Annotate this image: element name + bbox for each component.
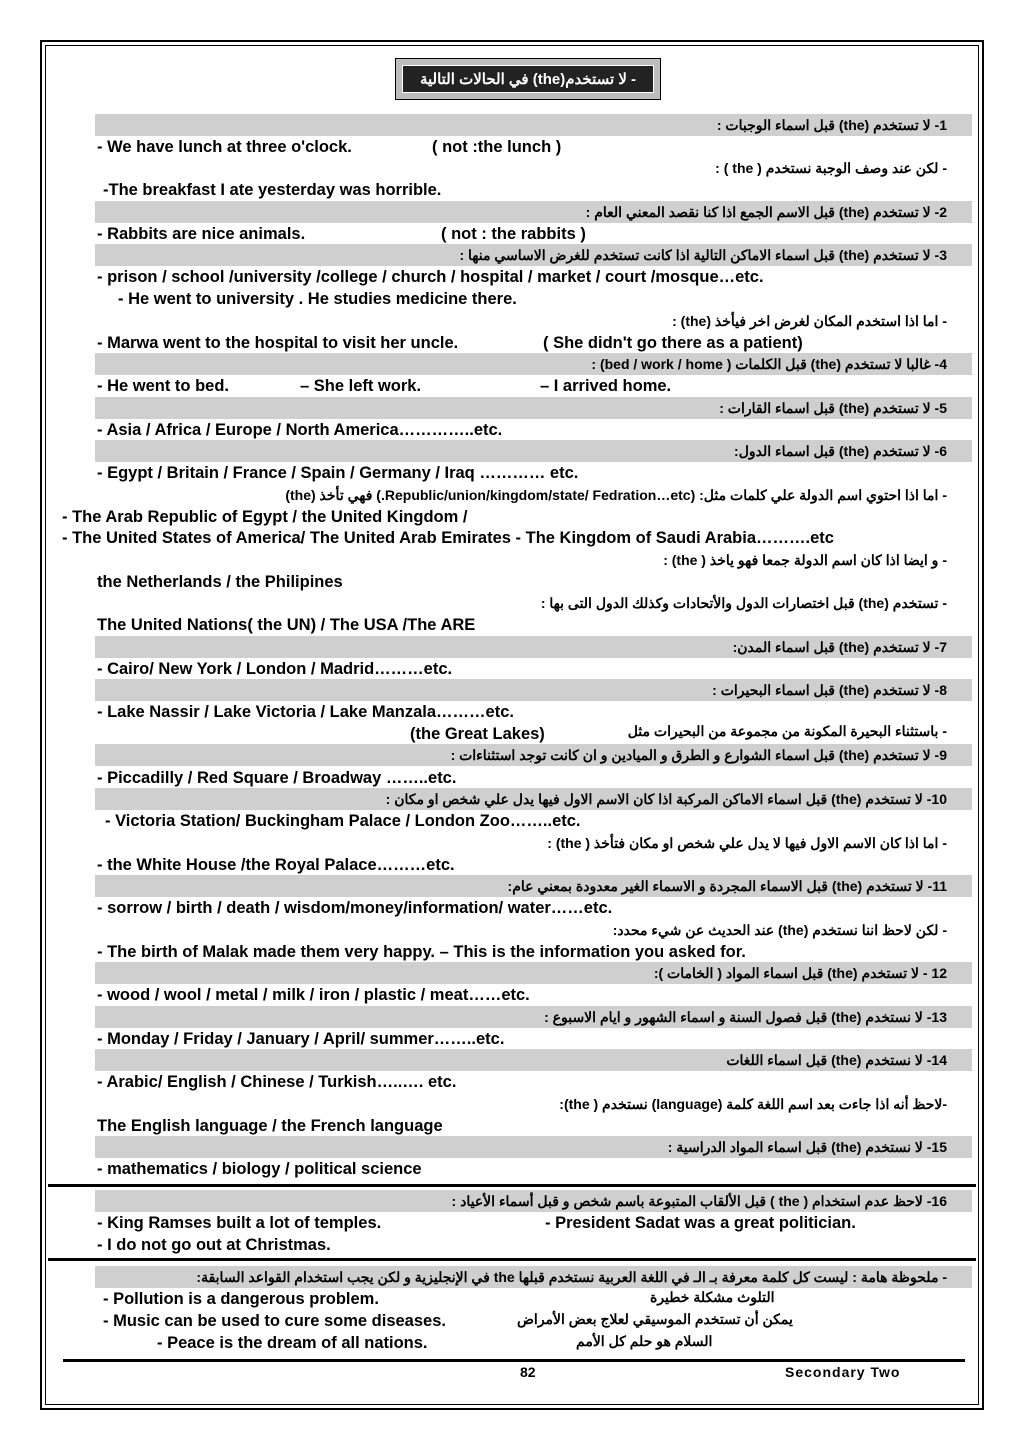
example-text: – I arrived home. bbox=[540, 377, 672, 395]
example-text: - sorrow / birth / death / wisdom/money/information/ water……etc. bbox=[97, 899, 613, 917]
example-text: - Monday / Friday / January / April/ summer……..etc. bbox=[97, 1030, 505, 1048]
rule-heading: 6- لا تستخدم (the) قبل اسماء الدول: bbox=[95, 440, 972, 462]
rule-heading: 14- لا نستخدم (the) قبل اسماء اللغات bbox=[95, 1049, 972, 1071]
rule-heading: 9- لا تستخدم (the) قبل اسماء الشوارع و الطرق و الميادين و ان كانت توجد استثناءات : bbox=[95, 744, 972, 766]
title-box bbox=[395, 58, 661, 100]
example-note: ( She didn't go there as a patient) bbox=[543, 334, 803, 352]
example-text: -The breakfast I ate yesterday was horrible. bbox=[103, 181, 442, 199]
example-text: - Marwa went to the hospital to visit her uncle. bbox=[97, 334, 459, 352]
important-note-heading: - ملحوظة هامة : ليست كل كلمة معرفة بـ الـ في اللغة العربية نستخدم قبلها the في الإنجليزية و لكن يجب استخدام القواعد السابقة: bbox=[95, 1266, 972, 1288]
example-text: - Egypt / Britain / France / Spain / Germany / Iraq ………… etc. bbox=[97, 464, 579, 482]
rule-note: - و ايضا اذا كان اسم الدولة جمعا فهو ياخذ ( the) : bbox=[663, 552, 947, 568]
rule-heading: 15- لا نستخدم (the) قبل اسماء المواد الدراسية : bbox=[95, 1136, 972, 1158]
rule-note: - اما اذا احتوي اسم الدولة علي كلمات مثل: (Republic/union/kingdom/state/ Fedration…etc.) فهي تأخذ (the) bbox=[285, 487, 947, 503]
rule-heading: 11- لا تستخدم (the) قبل الاسماء المجردة و الاسماء الغير معدودة بمعني عام: bbox=[95, 875, 972, 897]
example-text: - mathematics / biology / political science bbox=[97, 1160, 422, 1178]
example-text: - We have lunch at three o'clock. bbox=[97, 138, 352, 156]
rule-note: -لاحظ أنه اذا جاءت بعد اسم اللغة كلمة (language) نستخدم ( the): bbox=[559, 1096, 947, 1112]
rule-heading: 1- لا تستخدم (the) قبل اسماء الوجبات : bbox=[95, 114, 972, 136]
section-divider bbox=[48, 1184, 976, 1187]
rule-heading: 3- لا تستخدم (the) قبل اسماء الاماكن التالية اذا كانت تستخدم للغرض الاساسي منها : bbox=[95, 244, 972, 266]
rule-note: - باستثناء البحيرة المكونة من مجموعة من البحيرات مثل bbox=[627, 723, 947, 739]
example-text: - He went to university . He studies medicine there. bbox=[118, 290, 517, 308]
footer-label: Secondary Two bbox=[785, 1364, 901, 1380]
example-text: the Netherlands / the Philipines bbox=[97, 573, 343, 591]
rule-heading: 13- لا نستخدم (the) قبل فصول السنة و اسماء الشهور و ايام الاسبوع : bbox=[95, 1006, 972, 1028]
example-text: The English language / the French language bbox=[97, 1117, 443, 1135]
example-note: ( not : the rabbits ) bbox=[441, 225, 586, 243]
rule-note: - اما اذا استخدم المكان لغرض اخر فيأخذ (the) : bbox=[672, 313, 947, 329]
example-translation: يمكن أن تستخدم الموسيقي لعلاج بعض الأمراض bbox=[517, 1311, 793, 1327]
example-text: - Peace is the dream of all nations. bbox=[157, 1334, 428, 1352]
example-text: - King Ramses built a lot of temples. bbox=[97, 1214, 382, 1232]
example-translation: التلوث مشكلة خطيرة bbox=[650, 1289, 775, 1305]
footer-rule bbox=[63, 1359, 965, 1362]
rule-heading: 7- لا تستخدم (the) قبل اسماء المدن: bbox=[95, 636, 972, 658]
rule-note: - تستخدم (the) قبل اختصارات الدول والأتحادات وكذلك الدول التى بها : bbox=[540, 595, 947, 611]
example-text: The United Nations( the UN) / The USA /The ARE bbox=[97, 616, 476, 634]
example-text: - Arabic/ English / Chinese / Turkish…..…. etc. bbox=[97, 1073, 457, 1091]
example-text: – She left work. bbox=[300, 377, 422, 395]
rule-note: - لكن لاحظ اننا نستخدم (the) عند الحديث عن شيء محدد: bbox=[612, 922, 947, 938]
example-text: - Music can be used to cure some diseases. bbox=[103, 1312, 446, 1330]
example-note: ( not :the lunch ) bbox=[432, 138, 562, 156]
example-translation: السلام هو حلم كل الأمم bbox=[576, 1333, 713, 1349]
example-text: - The birth of Malak made them very happy. – This is the information you asked for. bbox=[97, 943, 746, 961]
rule-note: - لكن عند وصف الوجبة نستخدم ( the ) : bbox=[715, 160, 947, 176]
rule-heading: 5- لا تستخدم (the) قبل اسماء القارات : bbox=[95, 397, 972, 419]
example-text: - President Sadat was a great politician. bbox=[545, 1214, 856, 1232]
example-text: - He went to bed. bbox=[97, 377, 229, 395]
example-text: - Pollution is a dangerous problem. bbox=[103, 1290, 379, 1308]
example-note: (the Great Lakes) bbox=[410, 725, 545, 743]
rule-note: - اما اذا كان الاسم الاول فيها لا يدل علي شخص او مكان فتأخذ ( the) : bbox=[547, 835, 947, 851]
example-text: - Rabbits are nice animals. bbox=[97, 225, 306, 243]
example-text: - I do not go out at Christmas. bbox=[97, 1236, 331, 1254]
example-text: - prison / school /university /college / church / hospital / market / court /mosque…etc. bbox=[97, 268, 764, 286]
example-text: - wood / wool / metal / milk / iron / plastic / meat……etc. bbox=[97, 986, 530, 1004]
rule-heading: 12 - لا تستخدم (the) قبل اسماء المواد ( الخامات ): bbox=[95, 962, 972, 984]
page-number: 82 bbox=[520, 1364, 536, 1380]
section-divider bbox=[48, 1258, 976, 1261]
example-text: - Victoria Station/ Buckingham Palace / London Zoo……..etc. bbox=[105, 812, 581, 830]
example-text: - Cairo/ New York / London / Madrid………etc. bbox=[97, 660, 453, 678]
example-text: - Piccadilly / Red Square / Broadway ……..etc. bbox=[97, 769, 457, 787]
rule-heading: 8- لا تستخدم (the) قبل اسماء البحيرات : bbox=[95, 679, 972, 701]
example-text: - The United States of America/ The United Arab Emirates - The Kingdom of Saudi Arabia……….etc bbox=[62, 529, 834, 547]
example-text: - The Arab Republic of Egypt / the United Kingdom / bbox=[62, 508, 468, 526]
example-text: - Lake Nassir / Lake Victoria / Lake Manzala………etc. bbox=[97, 703, 514, 721]
example-text: - the White House /the Royal Palace………etc. bbox=[97, 856, 455, 874]
rule-heading: 10- لا تستخدم (the) قبل اسماء الاماكن المركبة اذا كان الاسم الاول فيها يدل علي شخص او مكان : bbox=[95, 788, 972, 810]
example-text: - Asia / Africa / Europe / North America…………..etc. bbox=[97, 421, 503, 439]
rule-heading: 16- لاحظ عدم استخدام ( the ) قبل الألقاب المتبوعة باسم شخص و قبل أسماء الأعياد : bbox=[95, 1190, 972, 1212]
page-title: - لا تستخدم(the) في الحالات التالية bbox=[402, 65, 654, 93]
rule-heading: 4- غالبا لا تستخدم (the) قبل الكلمات ( bed / work / home) : bbox=[95, 353, 972, 375]
rule-heading: 2- لا تستخدم (the) قبل الاسم الجمع اذا كنا نقصد المعني العام : bbox=[95, 201, 972, 223]
